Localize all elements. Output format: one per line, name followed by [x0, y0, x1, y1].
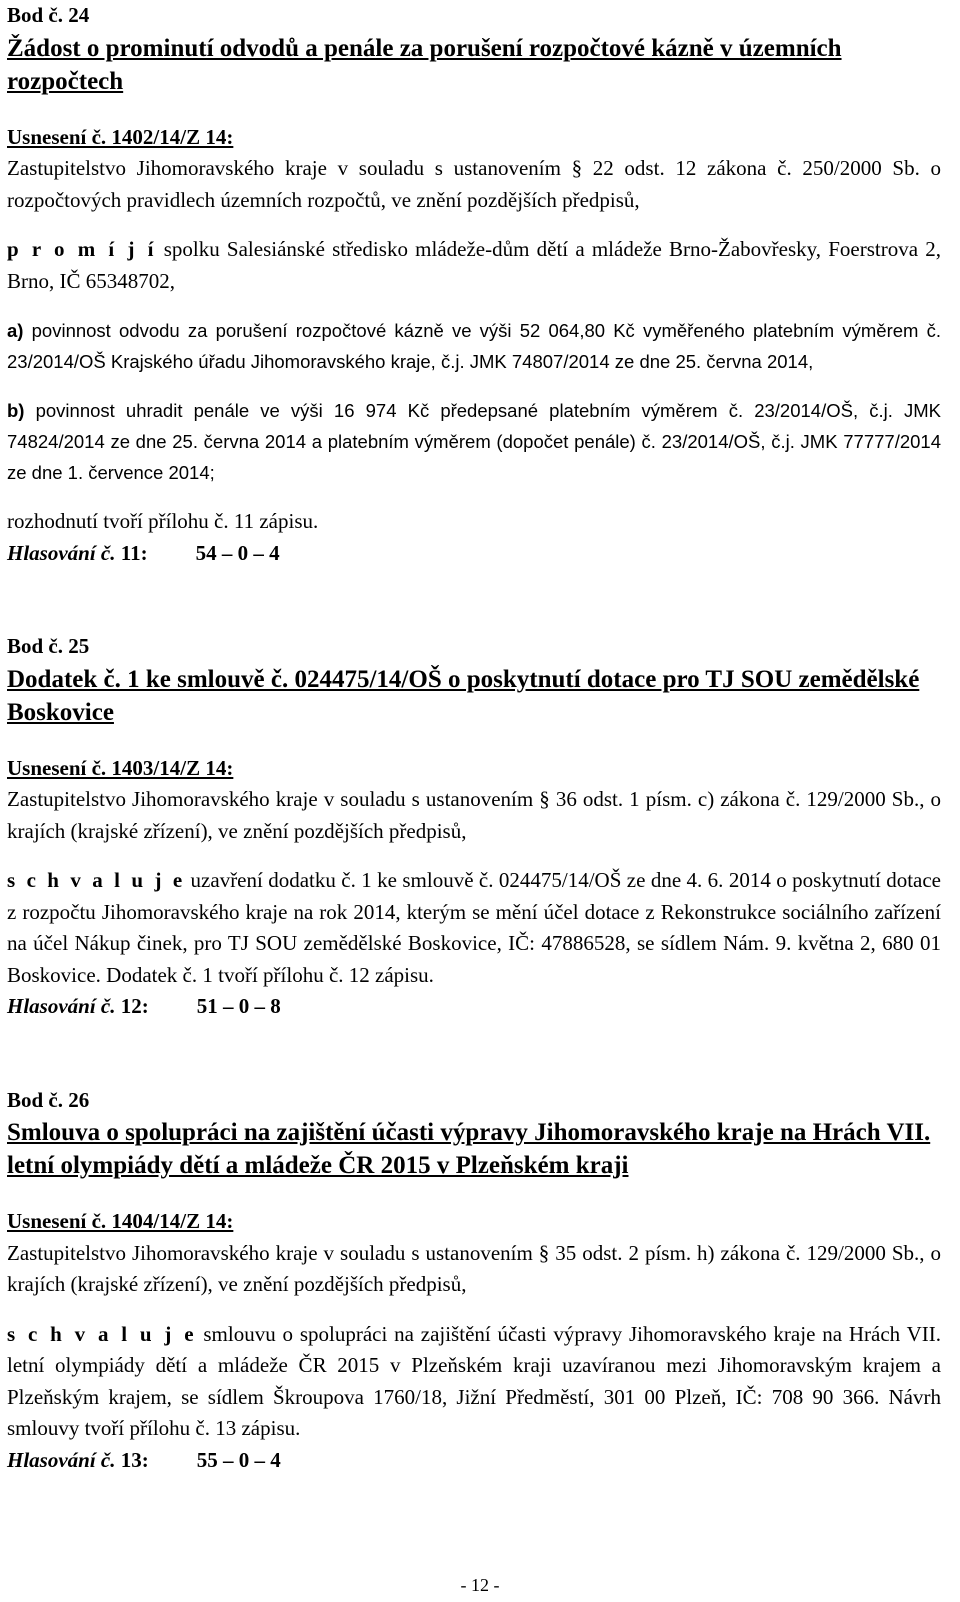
item-title: Dodatek č. 1 ke smlouvě č. 024475/14/OŠ o poskytnutí dotace pro TJ SOU zemědělské Boskovice: [7, 665, 920, 726]
document-page: [7, 0, 941, 1476]
resolution-decision: [7, 1319, 941, 1445]
resolution-number: Usnesení č. 1403/14/Z 14:: [7, 755, 234, 780]
attachment-note: rozhodnutí tvoří přílohu č. 11 zápisu.: [7, 509, 319, 533]
item-number: Bod č. 26: [7, 1087, 90, 1112]
vote-result: Hlasování č. 11: 54 – 0 – 4: [7, 540, 280, 565]
resolution-number: Usnesení č. 1402/14/Z 14:: [7, 124, 234, 149]
item-number: Bod č. 25: [7, 634, 90, 658]
resolution-decision: [7, 865, 941, 991]
resolution-intro: Zastupitelstvo Jihomoravského kraje v souladu s ustanovením § 36 odst. 1 písm. c) zákona č. 129/2000 Sb., o krajích (krajské zřízení), ve znění pozdějších předpisů,: [7, 787, 941, 843]
item-title: Smlouva o spolupráci na zajištění účasti výpravy Jihomoravského kraje na Hrách VII. letní olympiády dětí a mládeže ČR 2015 v Plzeňském kraji: [7, 1119, 931, 1179]
decision-verb: s c h v a l u j e: [7, 1321, 197, 1346]
item-title: Žádost o prominutí odvodů a penále za porušení rozpočtové kázně v územních rozpočtech: [7, 34, 842, 95]
resolution-intro: Zastupitelstvo Jihomoravského kraje v souladu s ustanovením § 22 odst. 12 zákona č. 250/2000 Sb. o rozpočtových pravidlech územních rozpočtů, ve znění pozdějších předpisů,: [7, 156, 941, 212]
decision-body: smlouvu o spolupráci na zajištění účasti výpravy Jihomoravského kraje na Hrách VII. letní olympiády dětí a mládeže ČR 2015 v Plzeňském kraji uzavíranou mezi Jihomoravským krajem a Plzeňským krajem, se sídlem Škroupova 1760/18, Jižní Předměstí, 301 00 Plzeň, IČ: 708 90 366. Návrh smlouvy tvoří přílohu č. 13 zápisu.: [7, 1321, 941, 1440]
vote-result: Hlasování č. 12: 51 – 0 – 8: [7, 994, 281, 1018]
decision-verb: p r o m í j í: [7, 237, 157, 261]
decision-subject: spolku Salesiánské středisko mládeže-dům dětí a mládeže Brno-Žabovřesky, Foerstrova 2, Brno, IČ 65348702,: [7, 237, 941, 293]
item-number: Bod č. 24: [7, 3, 90, 27]
resolution-number: Usnesení č. 1404/14/Z 14:: [7, 1209, 234, 1233]
page-number: - 12 -: [460, 1575, 500, 1595]
decision-item-a: a) povinnost odvodu za porušení rozpočtové kázně ve výši 52 064,80 Kč vyměřeného platebním výměrem č. 23/2014/OŠ Krajského úřadu Jihomoravského kraje, č.j. JMK 74807/2014 ze dne 25. června 2014,: [7, 320, 941, 372]
decision-body: uzavření dodatku č. 1 ke smlouvě č. 024475/14/OŠ ze dne 4. 6. 2014 o poskytnutí dotace z rozpočtu Jihomoravského kraje na rok 2014, kterým se mění účel dotace z Rekonstrukce sociálního zařízení na účel Nákup činek, pro TJ SOU zemědělské Boskovice, IČ: 47886528, se sídlem Nám. 9. května 2, 680 01 Boskovice. Dodatek č. 1 tvoří přílohu č. 12 zápisu.: [7, 868, 941, 987]
resolution-decision: [7, 234, 941, 297]
decision-verb: s c h v a l u j e: [7, 868, 186, 892]
decision-item-b: b) povinnost uhradit penále ve výši 16 974 Kč předepsané platebním výměrem č. 23/2014/OŠ, č.j. JMK 74824/2014 ze dne 25. června 2014 a platebním výměrem (dopočet penále) č. 23/2014/OŠ, č.j. JMK 77777/2014 ze dne 1. července 2014;: [7, 400, 941, 483]
vote-result: Hlasování č. 13: 55 – 0 – 4: [7, 1447, 281, 1472]
resolution-intro: Zastupitelstvo Jihomoravského kraje v souladu s ustanovením § 35 odst. 2 písm. h) zákona č. 129/2000 Sb., o krajích (krajské zřízení), ve znění pozdějších předpisů,: [7, 1240, 941, 1296]
